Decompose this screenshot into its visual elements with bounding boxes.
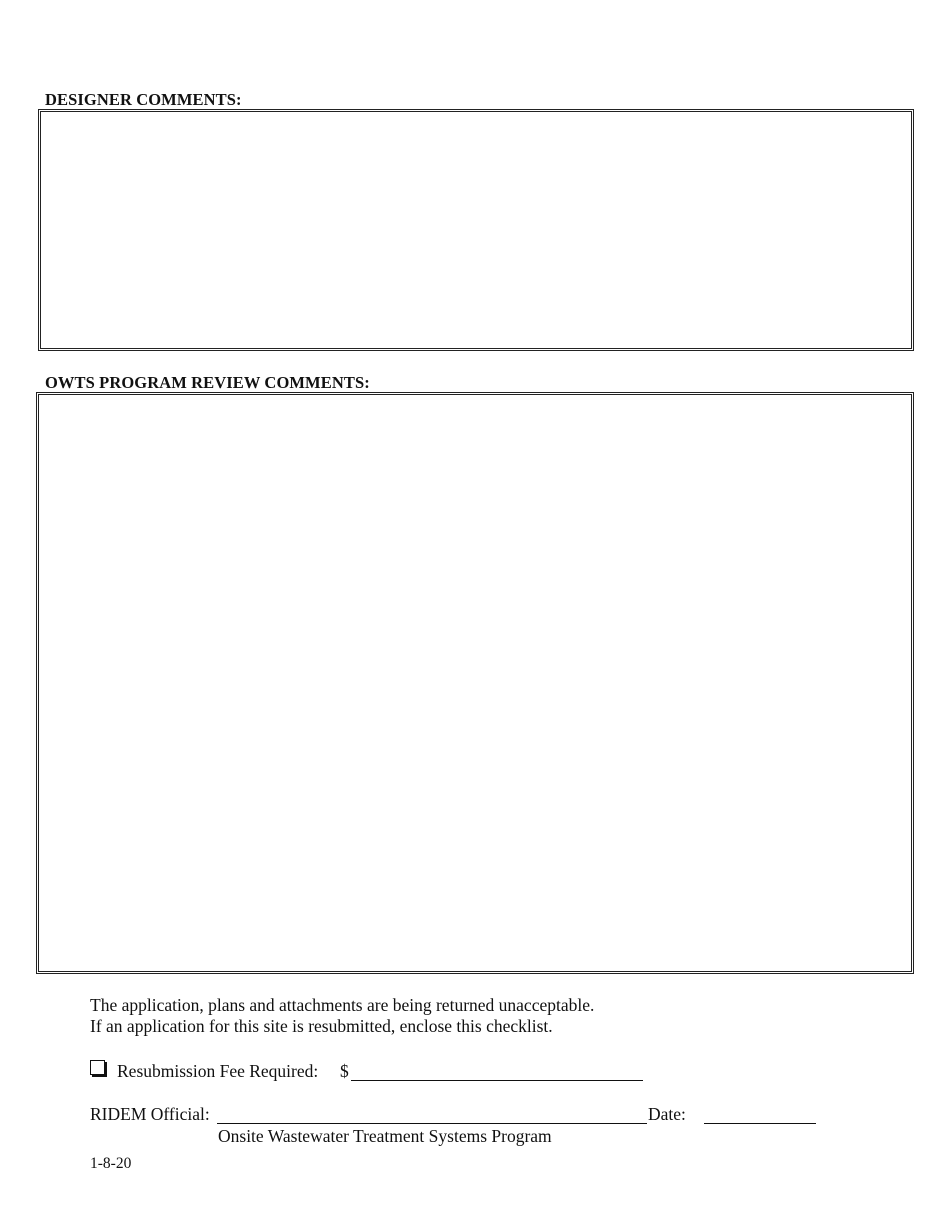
designer-comments-input[interactable] (41, 112, 911, 348)
program-name: Onsite Wastewater Treatment Systems Program (218, 1126, 552, 1146)
official-name-input[interactable] (217, 1105, 647, 1123)
designer-comments-box (38, 109, 914, 351)
review-comments-input[interactable] (39, 395, 911, 971)
review-comments-label: OWTS PROGRAM REVIEW COMMENTS: (45, 373, 370, 392)
resubmit-notice-line: If an application for this site is resubmitted, enclose this checklist. (90, 1016, 553, 1036)
fee-amount-input[interactable] (351, 1062, 643, 1080)
official-name-line (217, 1105, 647, 1124)
currency-symbol: $ (340, 1061, 349, 1081)
review-comments-box (36, 392, 914, 974)
resubmission-fee-label: Resubmission Fee Required: (117, 1061, 319, 1081)
date-line (704, 1105, 816, 1124)
fee-amount-line (351, 1062, 643, 1081)
designer-comments-label: DESIGNER COMMENTS: (45, 90, 242, 109)
date-label: Date: (648, 1104, 686, 1124)
ridem-official-label: RIDEM Official: (90, 1104, 210, 1124)
date-input[interactable] (704, 1105, 816, 1123)
returned-notice-line: The application, plans and attachments are being returned unacceptable. (90, 995, 595, 1015)
resubmission-fee-checkbox[interactable] (90, 1060, 105, 1075)
form-revision-code: 1-8-20 (90, 1155, 132, 1172)
